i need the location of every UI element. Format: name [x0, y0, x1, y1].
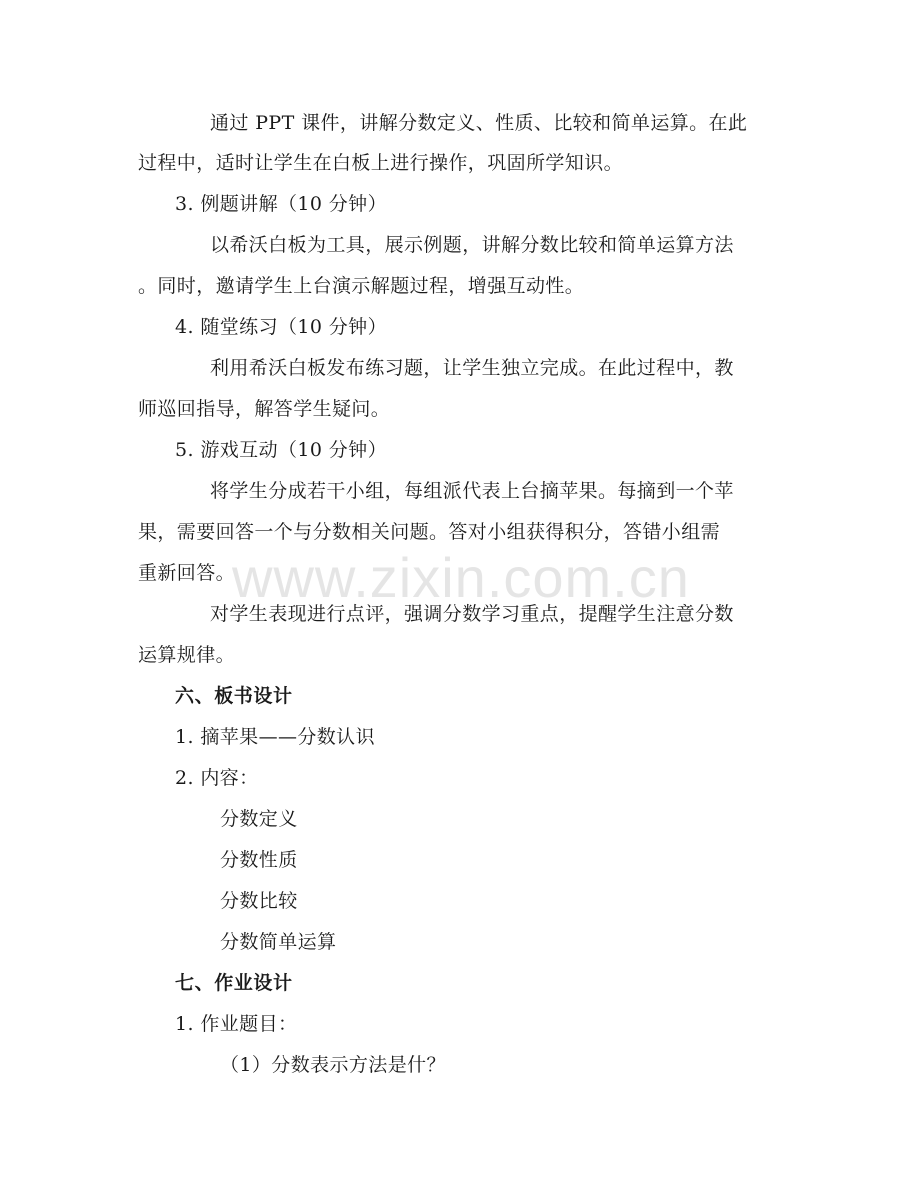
- homework-question: （1）分数表示方法是什？: [220, 1054, 446, 1076]
- board-sub-item: 分数简单运算: [220, 931, 337, 953]
- paragraph-line: 将学生分成若干小组，每组派代表上台摘苹果。每摘到一个苹: [210, 480, 734, 502]
- paragraph-line: 利用希沃白板发布练习题，让学生独立完成。在此过程中，教: [210, 357, 734, 379]
- paragraph-line: 。同时，邀请学生上台演示解题过程，增强互动性。: [138, 275, 585, 297]
- paragraph-line: 以希沃白板为工具，展示例题，讲解分数比较和简单运算方法: [210, 234, 734, 256]
- paragraph-line: 通过 PPT 课件，讲解分数定义、性质、比较和简单运算。在此: [210, 112, 748, 134]
- list-item-4: 4. 随堂练习（10 分钟）: [175, 316, 387, 338]
- paragraph-line: 师巡回指导，解答学生疑问。: [138, 398, 391, 420]
- list-item-3: 3. 例题讲解（10 分钟）: [175, 193, 387, 215]
- paragraph-line: 对学生表现进行点评，强调分数学习重点，提醒学生注意分数: [210, 603, 734, 625]
- homework-list-item: 1. 作业题目：: [175, 1013, 298, 1035]
- paragraph-line: 过程中，适时让学生在白板上进行操作，巩固所学知识。: [138, 152, 624, 174]
- board-sub-item: 分数性质: [220, 849, 298, 871]
- board-list-item: 2. 内容：: [175, 767, 259, 789]
- section-heading-board-design: 六、板书设计: [175, 685, 293, 707]
- board-list-item: 1. 摘苹果——分数认识: [175, 726, 375, 748]
- board-sub-item: 分数定义: [220, 808, 298, 830]
- section-heading-homework-design: 七、作业设计: [175, 972, 293, 994]
- board-sub-item: 分数比较: [220, 890, 298, 912]
- paragraph-line: 重新回答。: [138, 562, 236, 584]
- watermark: www.zixin.com.cn: [232, 546, 690, 609]
- list-item-5: 5. 游戏互动（10 分钟）: [175, 439, 387, 461]
- paragraph-line: 运算规律。: [138, 644, 236, 666]
- paragraph-line: 果，需要回答一个与分数相关问题。答对小组获得积分，答错小组需: [138, 521, 721, 543]
